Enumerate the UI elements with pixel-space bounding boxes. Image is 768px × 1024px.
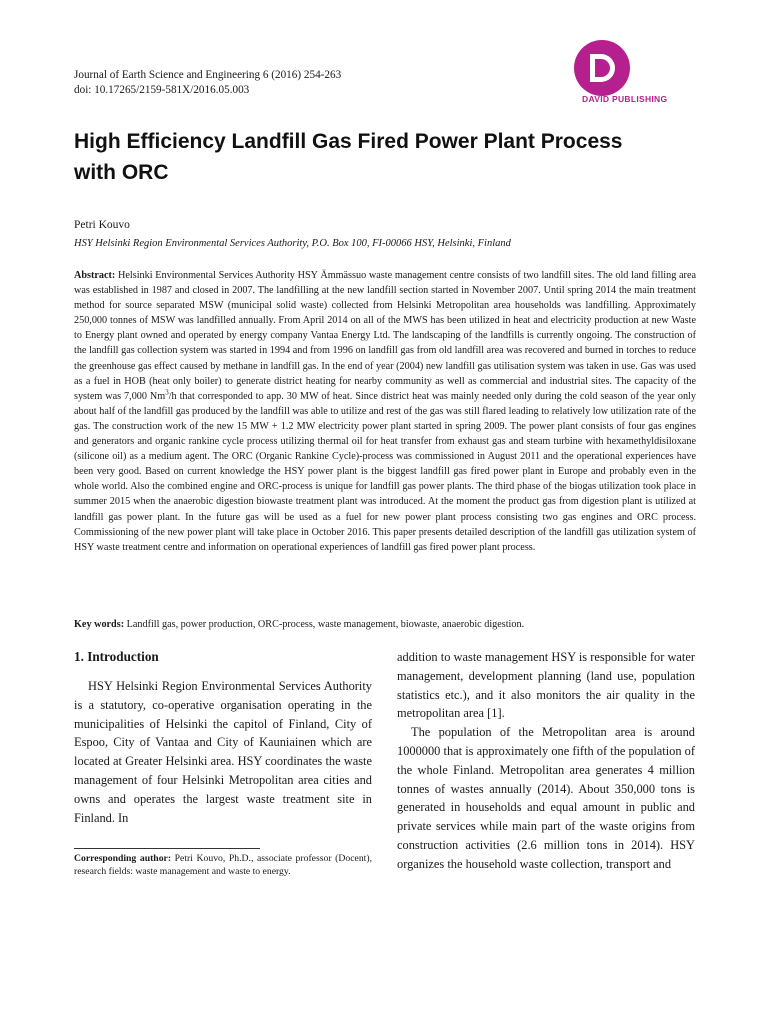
title-line-1: High Efficiency Landfill Gas Fired Power Plant Process bbox=[74, 130, 623, 153]
logo-text: DAVID PUBLISHING bbox=[582, 94, 668, 104]
author-affiliation: HSY Helsinki Region Environmental Services Authority, P.O. Box 100, FI-00066 HSY, Helsinki, Finland bbox=[74, 238, 511, 249]
abstract-label: Abstract: bbox=[74, 270, 116, 281]
abstract-superscript: 3 bbox=[165, 388, 169, 397]
footnote-text: Petri Kouvo, Ph.D., associate professor (Docent), research fields: waste management and waste to energy. bbox=[74, 853, 373, 877]
right-column bbox=[397, 648, 695, 874]
journal-citation bbox=[74, 68, 341, 98]
doi: doi: 10.17265/2159-581X/2016.05.003 bbox=[74, 84, 250, 96]
intro-paragraph-1-continued: addition to waste management HSY is responsible for water management, development planning (land use, population statistics etc.), and it also monitors the air quality in the metropolitan area [1]. bbox=[397, 650, 695, 721]
abstract-text-1: Helsinki Environmental Services Authority HSY Ämmässuo waste management centre consists of two landfill sites. The old land filling area was established in 1987 and closed in 2007. The landfilling at the new landfill section started in November 2007. Until spring 2014 the main treatment method for source separated MSW (municipal solid waste) collected from Helsinki Metropolitan area households was landfilling. Approximately 250,000 tonnes of MSW was landfilled annually. From April 2014 on all of the MWS has been utilized in heat and electricity production at new Waste to Energy plant owned and operated by energy company Vantaa Energy Ltd. The landscaping of the landfills is currently ongoing. The construction of the landfill gas collection system was started in 1994 and from 1996 on landfill gas from old landfill area was recovered and burned in torches to reduce the greenhouse gas effect caused by methane in landfill gas. In the end of year (2004) new landfill gas utilisation system was taken in use. Gas was used as a fuel in HOB (heat only boiler) to generate district heating for nearby community as well as commercial and industrial sites. The capacity of the system was 7,000 Nm bbox=[74, 270, 696, 402]
paper-title bbox=[74, 126, 704, 188]
section-heading-introduction: 1. Introduction bbox=[74, 649, 159, 664]
intro-paragraph-2: The population of the Metropolitan area is around 1000000 that is approximately one fifth of the population of the whole Finland. Metropolitan area generates 4 million tonnes of wastes annually (2014). About 350,000 tons is generated in households and equal amount in public and private services while main part of the waste origins from construction activities (2.6 million tons in 2014). HSY organizes the household waste collection, transport and bbox=[397, 725, 695, 871]
abstract-text-2: /h that corresponded to app. 30 MW of heat. Since district heat was mainly needed only during the cold season of the year only about half of the landfill gas produced by the landfill was able to utilize and rest of the gas was still flared leading to relatively low utilization rate of the gas. The construction work of the new 15 MW + 1.2 MW electricity power plant started in spring 2009. The power plant consists of four gas engines and generators and organic rankine cycle process utilizing thermal oil for heat transfer from exhaust gas and steam turbine with hexamethyldisiloxane (silicone oil) as a medium agent. The ORC (Organic Rankine Cycle)-process was commissioned in August 2011 and the operational experiences have been very good. Based on current knowledge the HSY power plant is the biggest landfill gas fired power plant in Europe and probably even in the whole world. Also the combined engine and ORC-process is unique for landfill gas power plants. The third phase of the biogas utilization took place in summer 2015 when the anaerobic digestion biowaste treatment plant was introduced. At the moment the product gas from digestion plant is utilized at landfill gas power plant. In the future gas will be used as a fuel for new power plant process consisting two gas engines and ORC process. Commissioning of the new power plant will take place in October 2016. This paper presents detailed description of the landfill gas utilization system of HSY waste treatment centre and information on operational experiences of landfill gas fired power plant process. bbox=[74, 390, 696, 553]
title-line-2: with ORC bbox=[74, 161, 169, 184]
keywords-text: Landfill gas, power production, ORC-process, waste management, biowaste, anaerobic digestion. bbox=[126, 619, 525, 630]
footnote-divider bbox=[74, 848, 260, 849]
journal-name: Journal of Earth Science and Engineering 6 (2016) 254-263 bbox=[74, 69, 342, 81]
author-name: Petri Kouvo bbox=[74, 219, 130, 231]
keywords bbox=[74, 617, 696, 632]
intro-paragraph-1: HSY Helsinki Region Environmental Services Authority is a statutory, co-operative organisation operating in the municipalities of Helsinki the capitol of Finland, City of Espoo, City of Vantaa and City of Kauniainen which are located at Greater Helsinki area. HSY coordinates the waste management of four Helsinki Metropolitan area cities and owns and operates the largest waste treatment site in Finland. In bbox=[74, 679, 372, 825]
abstract bbox=[74, 268, 696, 555]
keywords-label: Key words: bbox=[74, 619, 125, 630]
left-column bbox=[74, 648, 372, 827]
corresponding-author-footnote bbox=[74, 853, 372, 879]
footnote-label: Corresponding author: bbox=[74, 853, 172, 864]
